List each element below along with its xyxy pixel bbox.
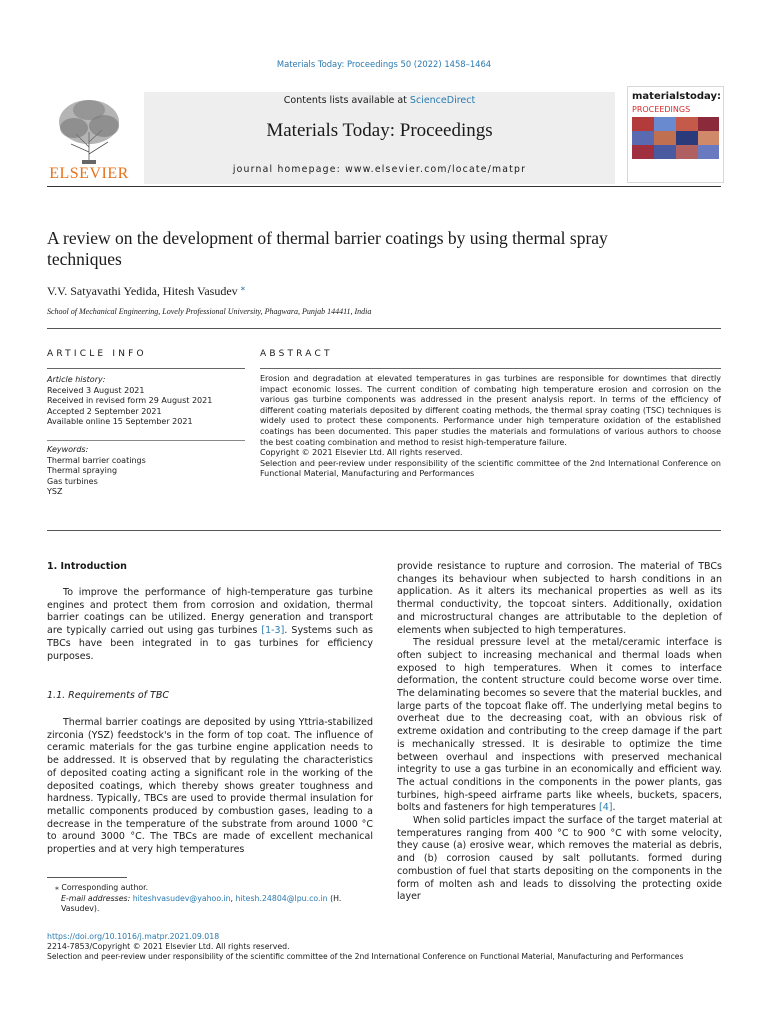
- abstract-body: [260, 374, 721, 480]
- footnote-rule: [47, 877, 127, 878]
- keywords-list: [47, 445, 247, 498]
- introduction-paragraph: To improve the performance of high-temperature gas turbine engines and protect them from corrosion and oxidation, thermal barrier coatings can be utilized. Energy generation and transport are typically carried out using gas turbines [1-3]. Systems such as TBCs have been integrated in to gas turbines for efficiency purposes.: [47, 587, 373, 662]
- section-rule: [47, 328, 721, 329]
- corresponding-author-mark[interactable]: ⁎: [240, 282, 246, 292]
- introduction-heading: 1. Introduction: [47, 561, 127, 572]
- keywords-rule: [47, 440, 245, 441]
- email-line: E-mail addresses: hiteshvasudev@yahoo.in, hitesh.24804@lpu.co.in (H. Vasudev).: [61, 893, 342, 913]
- article-info-heading: ARTICLE INFO: [47, 349, 147, 359]
- header-rule: [47, 186, 721, 187]
- history-online: Available online 15 September 2021: [47, 417, 193, 427]
- sciencedirect-link[interactable]: ScienceDirect: [409, 95, 476, 106]
- cover-title: materialstoday:: [632, 91, 721, 102]
- tbc-paragraph: Thermal barrier coatings are deposited by using Yttria-stabilized zirconia (YSZ) feedstock's in the form of top coat. The influence of ceramic materials for the gas turbine engine application needs to be addressed. It is observed that by regulating the characteristics of deposited coating acting a significant role in the working of the deposited coatings, which thereby shows greater toughness and hardness. Typically, TBCs are used to provide thermal insulation for metallic components produced by combustion gases, leading to a decrease in the temperature of the substrate from around 1000 °C to around 3000 °C. The TBCs are made of excellent mechanical properties and at very high temperatures: [47, 717, 373, 856]
- abstract-copyright: Copyright © 2021 Elsevier Ltd. All rights reserved.: [260, 448, 463, 458]
- paragraph: The residual pressure level at the metal/ceramic interface is often subject to increasing mechanical and thermal loads when exposed to high temperatures. When it comes to interface deformation, the content structure could become worse over time. The delaminating becomes so severe that the material buckles, and large parts of the topcoat flake off. The underlying metal begins to overheat due to the decreasing coat, with an obvious risk of extreme oxidation and contributing to the creep damage if the part is mechanically stressed. It is desirable to optimize the time between overhaul and inspections with preserved mechanical integrity to use a gas turbine in an economically and efficient way. The actual conditions in the components in the power plants, gas turbines, high-speed airframe parts like wheels, buckets, spacers, bolts and fasteners for high temperatures [4].: [397, 637, 722, 814]
- article-title: A review on the development of thermal barrier coatings by using thermal spray techniques: [47, 228, 608, 269]
- abstract-heading: ABSTRACT: [260, 349, 333, 359]
- footnote: [47, 883, 373, 915]
- email-link[interactable]: hiteshvasudev@yahoo.in: [132, 893, 231, 903]
- history-revised: Received in revised form 29 August 2021: [47, 396, 213, 406]
- abstract-peer-review: Selection and peer-review under responsibility of the scientific committee of the 2nd International Conference on Functional Material, Manufacturing and Performances: [260, 458, 721, 479]
- history-accepted: Accepted 2 September 2021: [47, 406, 162, 416]
- article-history: [47, 375, 247, 428]
- cover-subtitle: PROCEEDINGS: [632, 105, 691, 114]
- abstract-text: Erosion and degradation at elevated temperatures in gas turbines are responsible for downtimes that directly impact economic losses. The current condition of combating high temperature erosion and corrosion on the various gas turbine components was addressed in the present analysis report. In terms of the efficiency of different coating materials deposited by different coating methods, the thermal spray coating (TSC) techniques is widely used to protect these components. Performance under high temperature oxidation of the established coatings has been documented. This paper studies the materials and formulations of various authors to choose the best coating combination and method to resist high-temperature failure.: [260, 374, 721, 447]
- email-link[interactable]: hitesh.24804@lpu.co.in: [235, 893, 328, 903]
- journal-citation[interactable]: Materials Today: Proceedings 50 (2022) 1458–1464: [276, 59, 492, 69]
- journal-homepage: journal homepage: www.elsevier.com/locate/matpr: [232, 164, 527, 175]
- keyword-item: YSZ: [47, 487, 63, 497]
- corresponding-author-note: ⁎ Corresponding author.: [55, 883, 149, 892]
- keyword-item: Thermal barrier coatings: [47, 455, 146, 465]
- keywords-label: Keywords:: [47, 445, 89, 454]
- history-label: Article history:: [47, 375, 106, 384]
- reference-link[interactable]: [4]: [599, 802, 613, 814]
- issn-copyright: 2214-7853/Copyright © 2021 Elsevier Ltd. All rights reserved.: [47, 942, 290, 951]
- journal-title: Materials Today: Proceedings: [266, 120, 493, 141]
- section-rule-bottom: [47, 530, 721, 531]
- right-column: [397, 561, 722, 904]
- contents-line: Contents lists available at ScienceDirect: [283, 95, 476, 106]
- elsevier-wordmark: ELSEVIER: [49, 165, 129, 182]
- paragraph: When solid particles impact the surface of the target material at temperatures ranging from 400 °C to 900 °C with some velocity, they cause (a) erosive wear, which removes the material as debris, and (b) corrosion caused by salt pollutants. formed during combustion of fuel that starts depositing on the components in the form of molten ash and leads to dissolving the protecting oxide layer: [397, 815, 722, 903]
- article-info-rule: [47, 368, 245, 369]
- doi-link[interactable]: https://doi.org/10.1016/j.matpr.2021.09.018: [47, 932, 220, 941]
- history-received: Received 3 August 2021: [47, 385, 145, 395]
- paragraph: provide resistance to rupture and corrosion. The material of TBCs changes its behaviour when subjected to harsh conditions in an application. As it alters its mechanical properties as well as its thermal conductivity, the topcoat sinters. Additionally, oxidation and microstructural changes are attributable to the depletion of elements when subjected to high temperatures.: [397, 561, 722, 636]
- keyword-item: Thermal spraying: [47, 466, 118, 476]
- homepage-link[interactable]: www.elsevier.com/locate/matpr: [345, 164, 527, 175]
- keyword-item: Gas turbines: [47, 476, 98, 486]
- author-list: V.V. Satyavathi Yedida, Hitesh Vasudev ⁎: [47, 282, 246, 298]
- affiliation: School of Mechanical Engineering, Lovely Professional University, Phagwara, Punjab 144411, India: [47, 307, 372, 316]
- footer-peer-review: Selection and peer-review under responsibility of the scientific committee of the 2nd International Conference on Functional Material, Manufacturing and Performances: [47, 952, 684, 961]
- subsection-heading: 1.1. Requirements of TBC: [47, 690, 169, 701]
- abstract-rule: [260, 368, 721, 369]
- reference-link[interactable]: [1-3]: [261, 625, 285, 637]
